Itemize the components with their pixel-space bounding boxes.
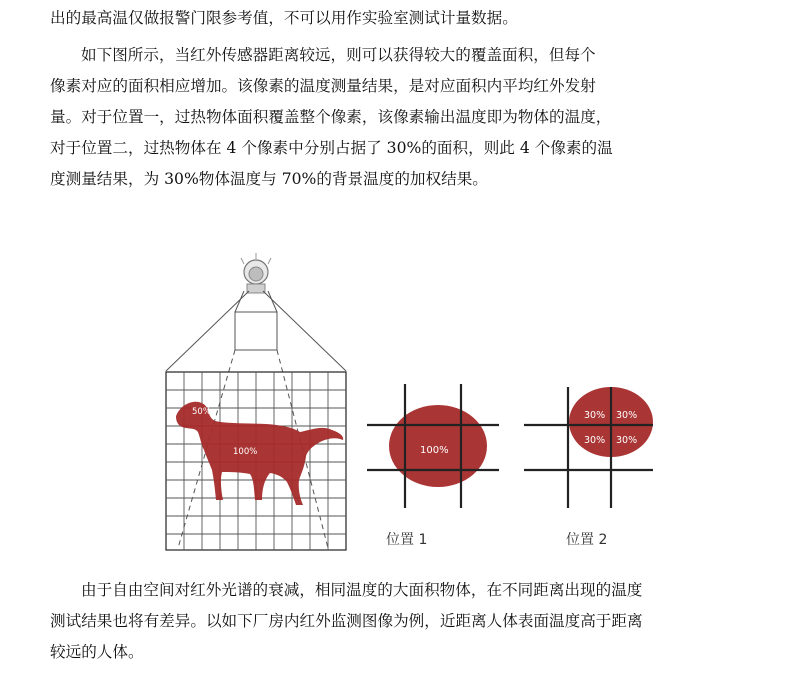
position-1-percent-label: 100%: [420, 445, 449, 456]
text-line: 对于位置二，过热物体在 4 个像素中分别占据了 30%的面积，则此 4 个像素的温: [50, 139, 613, 157]
dog-head-percent-label: 50%: [192, 407, 211, 417]
text-line: 如下图所示，当红外传感器距离较远，则可以获得较大的覆盖面积，但每个: [81, 46, 596, 64]
text-line: 由于自由空间对红外光谱的衰减，相同温度的大面积物体，在不同距离出现的温度: [81, 581, 643, 599]
text-line: 测试结果也将有差异。以如下厂房内红外监测图像为例，近距离人体表面温度高于距离: [50, 612, 643, 630]
text-line: 量。对于位置一，过热物体面积覆盖整个像素，该像素输出温度即为物体的温度，: [50, 108, 612, 126]
position-1-caption: 位置 1: [386, 532, 428, 548]
text-line: 较远的人体。: [50, 643, 144, 661]
position-2-diagram: [524, 387, 653, 508]
text-line: 度测量结果，为 30%物体温度与 70%的背景温度的加权结果。: [50, 170, 488, 188]
position-2-percent-label: 30%: [584, 410, 606, 421]
paragraph-attenuation: [50, 575, 750, 668]
dog-body-percent-label: 100%: [233, 447, 258, 457]
position-2-caption: 位置 2: [566, 532, 608, 548]
position-2-percent-label: 30%: [616, 410, 638, 421]
text-line: 像素对应的面积相应增加。该像素的温度测量结果，是对应面积内平均红外发射: [50, 77, 596, 95]
infrared-sensor-icon: [241, 253, 271, 293]
dog-silhouette: [176, 402, 343, 505]
position-2-percent-label: 30%: [616, 435, 638, 446]
text-line: 出的最高温仅做报警门限参考值，不可以用作实验室测试计量数据。: [50, 9, 518, 27]
position-2-percent-label: 30%: [584, 435, 606, 446]
